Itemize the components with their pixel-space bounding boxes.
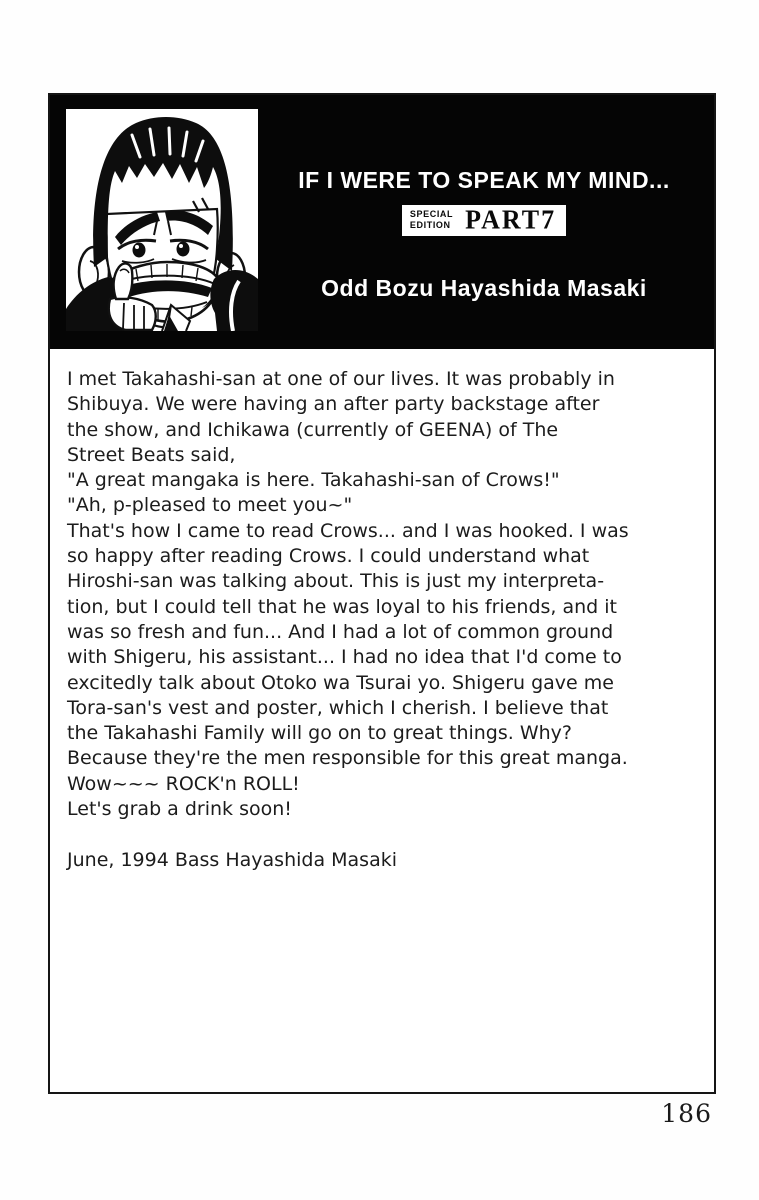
portrait-illustration (66, 109, 258, 331)
badge-edition-label (410, 209, 453, 231)
column-title: IF I WERE TO SPEAK MY MIND... (298, 167, 670, 193)
badge-edition-line2: EDITION (409, 220, 451, 230)
text-line: Shibuya. We were having an after party backstage after (67, 393, 600, 416)
column-subtitle: Odd Bozu Hayashida Masaki (321, 275, 647, 301)
badge-edition-line1: SPECIAL (409, 209, 454, 220)
header-text-block (258, 95, 710, 349)
text-line: Street Beats said, (67, 443, 236, 466)
text-line: June, 1994 Bass Hayashida Masaki (67, 848, 398, 871)
text-line: Hiroshi-san was talking about. This is just my interpreta- (67, 570, 605, 593)
page-frame (48, 93, 716, 1094)
essay-text (50, 349, 714, 873)
text-line: "A great mangaka is here. Takahashi-san of Crows!" (67, 469, 560, 492)
badge-part-label: PART7 (465, 204, 557, 235)
text-line: with Shigeru, his assistant... I had no idea that I'd come to (67, 646, 622, 669)
text-line: the show, and Ichikawa (currently of GEENA) of The (67, 418, 559, 441)
text-line: Because they're the men responsible for this great manga. (67, 747, 628, 770)
header-panel (50, 95, 714, 349)
page-number: 186 (661, 1099, 712, 1128)
text-line: Tora-san's vest and poster, which I cherish. I believe that (67, 696, 609, 719)
special-edition-badge (402, 205, 566, 236)
text-line: I met Takahashi-san at one of our lives. It was probably in (67, 368, 615, 390)
text-line: Let's grab a drink soon! (67, 798, 292, 821)
text-line: was so fresh and fun... And I had a lot of common ground (67, 620, 614, 643)
portrait-box (66, 109, 258, 331)
text-line: "Ah, p-pleased to meet you~" (67, 494, 353, 517)
text-line: tion, but I could tell that he was loyal to his friends, and it (67, 595, 617, 618)
text-line (67, 822, 700, 847)
text-line: Wow~~~ ROCK'n ROLL! (67, 772, 300, 795)
text-line: That's how I came to read Crows... and I was hooked. I was (67, 519, 629, 542)
text-line: the Takahashi Family will go on to great things. Why? (67, 722, 573, 745)
text-line: excitedly talk about Otoko wa Tsurai yo. Shigeru gave me (67, 671, 614, 694)
text-line: so happy after reading Crows. I could understand what (67, 545, 590, 568)
